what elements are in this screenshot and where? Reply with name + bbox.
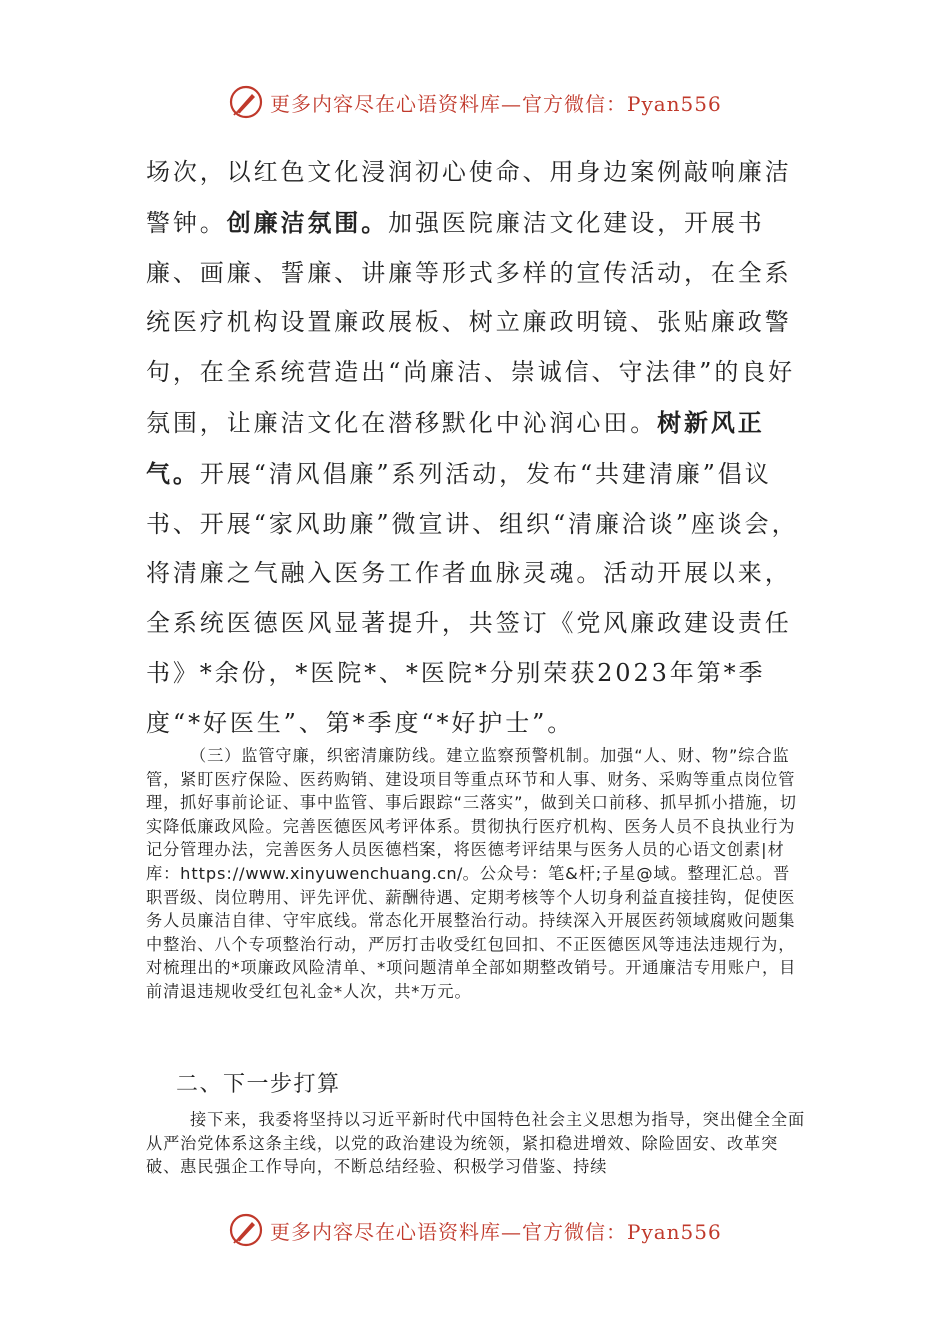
para1-text-1: 场次，以红色文化浸润初心使命、用身边案例敲响廉洁警钟。 [146, 158, 792, 237]
pen-circle-logo-icon [228, 84, 264, 120]
para1-text-3: 开展“清风倡廉”系列活动，发布“共建清廉”倡议书、开展“家风助廉”微宣讲、组织“清廉洽谈”座谈会，将清廉之气融入医务工作者血脉灵魂。活动开展以来，全系统医德医风显著提升，共签订《党风廉政建设责任书》*余份，*医院*、*医院*分别荣获2023年第*季度“*好医生”、第*季度“*好护士”。 [146, 459, 799, 737]
para2-text-b: 。公众号：笔&杆;子星@域。整理汇总。晋职晋级、岗位聘用、评先评优、薪酬待遇、定期考核等个人切身利益直接挂钩，促使医务人员廉洁自律、守牢底线。常态化开展整治行动。持续深入开展医药领域腐败问题集中整治、八个专项整治行动，严厉打击收受红包回扣、不正医德医风等违法违规行为，对梳理出的*项廉政风险清单、*项问题清单全部如期整改销号。开通廉洁专用账户，目前清退违规收受红包礼金*人次，共*万元。 [146, 863, 797, 1001]
watermark-header [228, 82, 722, 122]
para1-text-2: 加强医院廉洁文化建设，开展书廉、画廉、誓廉、讲廉等形式多样的宣传活动，在全系统医疗机构设置廉政展板、树立廉政明镜、张贴廉政警句，在全系统营造出“尚廉洁、崇诚信、守法律”的良好氛围，让廉洁文化在潜移默化中沁润心田。 [146, 208, 796, 437]
watermark-footer [228, 1210, 722, 1250]
para3-text: 接下来，我委将坚持以习近平新时代中国特色社会主义思想为指导，突出健全全面从严治党体系这条主线，以党的政治建设为统领，紧扣稳进增效、除险固安、改革突破、惠民强企工作导向，不断总结经验、积极学习借鉴、持续 [146, 1110, 806, 1177]
pen-circle-logo-icon [228, 1212, 264, 1248]
paragraph-large [146, 148, 806, 749]
paragraph-next-steps [146, 1108, 806, 1179]
para1-bold-2: 树新风正气。 [146, 407, 765, 488]
section-heading: 二、下一步打算 [176, 1072, 341, 1097]
watermark-text-footer: 更多内容尽在心语资料库—官方微信：Pyan556 [270, 1219, 722, 1244]
para1-bold-1: 创廉洁氛围。 [226, 207, 389, 237]
paragraph-supervision [146, 744, 806, 1004]
watermark-text: 更多内容尽在心语资料库—官方微信：Pyan556 [270, 91, 722, 116]
para2-url: www.xinyuwenchuang.cn/ [245, 863, 463, 883]
para2-text-a: （三）监管守廉，织密清廉防线。建立监察预警机制。加强“人、财、物”综合监管，紧盯医疗保险、医药购销、建设项目等重点环节和人事、财务、采购等重点岗位管理，抓好事前论证、事中监管、事后跟踪“三落实”，做到关口前移、抓早抓小措施，切实降低廉政风险。完善医德医风考评体系。贯彻执行医疗机构、医务人员不良执业行为记分管理办法，完善医务人员医德档案，将医德考评结果与医务人员的心语文创素|材库：https:// [146, 746, 797, 883]
